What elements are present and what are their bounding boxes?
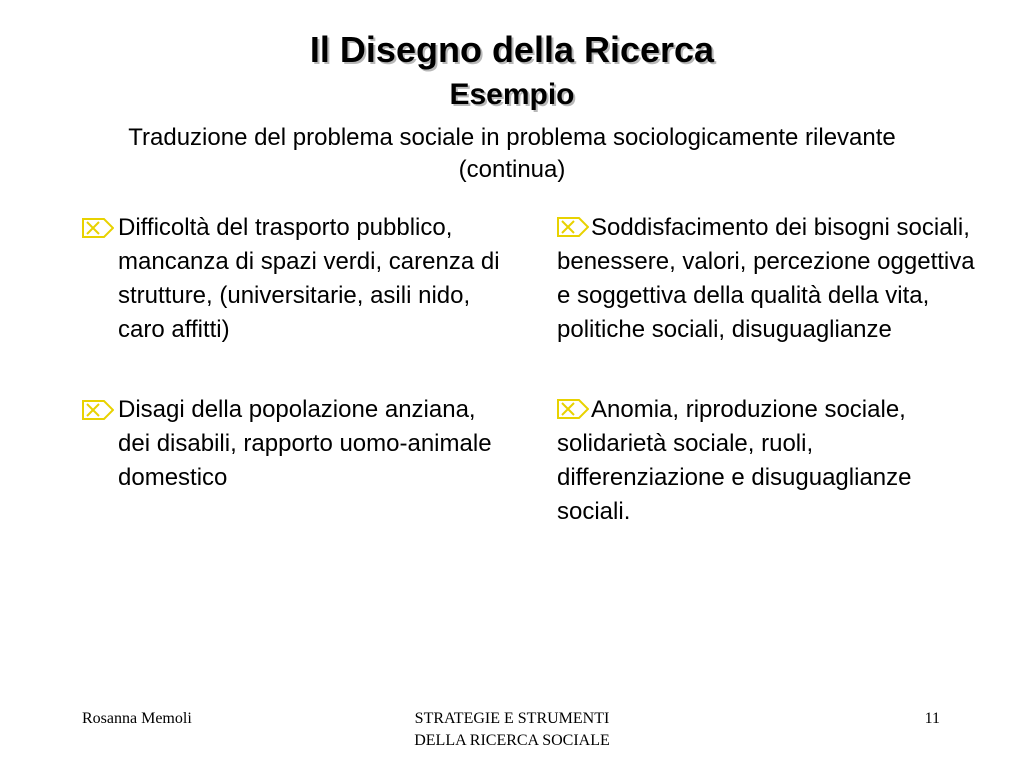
slide-intro [30,122,994,186]
footer-course-line-1: STRATEGIE E STRUMENTI [414,710,610,727]
boxed-x-arrow-icon [82,218,114,238]
left-bullet-item [82,393,502,495]
left-column [82,211,502,495]
right-bullet-text: Soddisfacimento dei bisogni sociali, benessere, valori, percezione oggettiva e soggettiva della qualità della vita, politiche sociali, disuguaglianze [557,214,975,343]
left-bullet-text: Difficoltà del trasporto pubblico, mancanza di spazi verdi, carenza di strutture, (universitarie, asili nido, caro affitti) [118,214,500,343]
boxed-x-arrow-icon [557,399,589,419]
intro-line-2: (continua) [458,156,566,183]
left-bullet-text: Disagi della popolazione anziana, dei disabili, rapporto uomo-animale domestico [118,396,492,491]
intro-line-1: Traduzione del problema sociale in problema sociologicamente rilevante [128,124,896,151]
right-bullet-item [557,211,977,347]
right-bullet-text: Anomia, riproduzione sociale, solidarietà sociale, ruoli, differenziazione e disuguaglianze sociali. [557,396,912,525]
boxed-x-arrow-icon [82,400,114,420]
slide-title: Il Disegno della Ricerca [309,29,715,70]
boxed-x-arrow-icon [557,217,589,237]
footer-author: Rosanna Memoli [82,710,192,727]
right-bullet-item [557,393,977,529]
right-column [557,211,977,529]
footer-course-title [340,708,684,752]
page-number: 11 [924,710,940,727]
footer-course-line-2: DELLA RICERCA SOCIALE [414,732,610,749]
slide-subtitle: Esempio [449,78,575,111]
left-bullet-item [82,211,502,347]
